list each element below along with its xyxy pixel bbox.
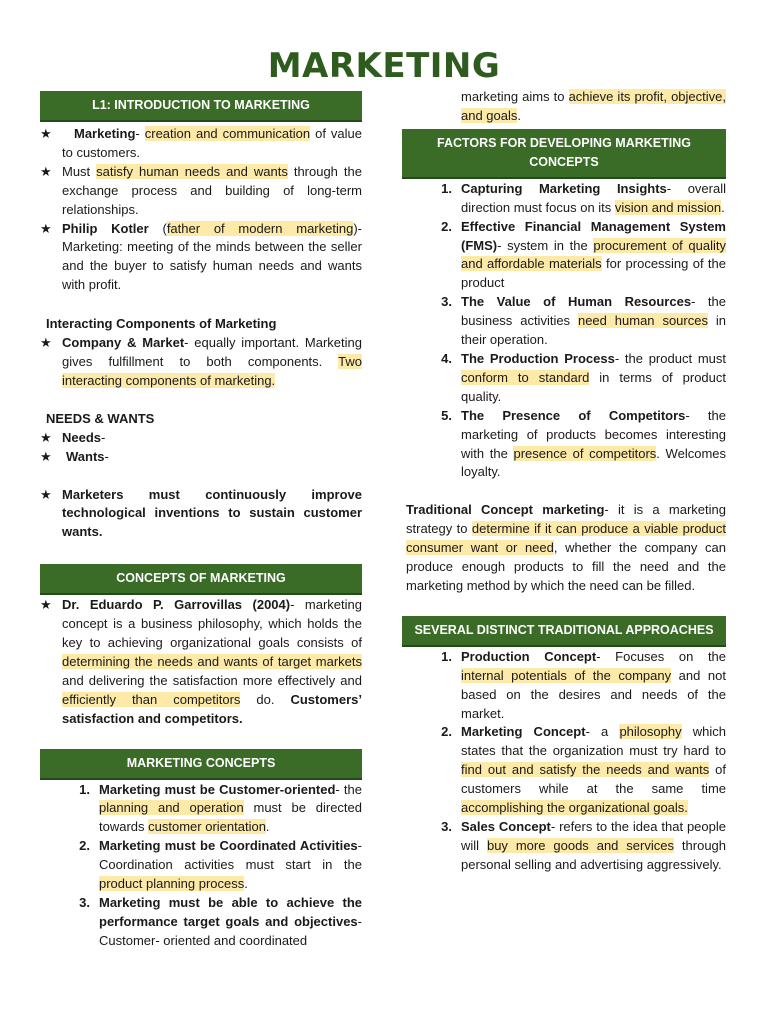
section-header-approaches: SEVERAL DISTINCT TRADITIONAL APPROACHES — [402, 616, 726, 647]
star-icon: ★ — [40, 163, 52, 179]
section-header-concepts: CONCEPTS OF MARKETING — [40, 564, 362, 595]
star-icon: ★ — [40, 220, 52, 236]
list-item: 3. Sales Concept- refers to the idea that people will buy more goods and services through personal selling and advertising aggressively. — [441, 819, 727, 872]
section-header-factors: FACTORS FOR DEVELOPING MARKETING CONCEPTS — [402, 129, 726, 179]
list-item: 1. Capturing Marketing Insights- overall direction must focus on its vision and mission. — [441, 180, 726, 215]
left-column — [40, 88, 362, 951]
list-item: ★ Marketers must continuously improve technological inventions to sustain customer wants. — [40, 486, 362, 543]
list-item: ★ Philip Kotler (father of modern marketing)- Marketing: meeting of the minds between the seller and the buyer to satisfy human needs and wants with profit. — [40, 220, 362, 296]
continuation-text: marketing aims to achieve its profit, objective, and goals. — [461, 89, 726, 123]
subheading-needs-wants: NEEDS & WANTS — [46, 410, 155, 426]
section-header-intro: L1: INTRODUCTION TO MARKETING — [40, 91, 362, 122]
list-item: 4. The Production Process- the product must conform to standard in terms of product quality. — [441, 350, 726, 404]
list-item: 2. Effective Financial Management System (FMS)- system in the procurement of quality and affordable materials for processing of the product — [441, 218, 727, 291]
list-item: 2. Marketing Concept- a philosophy which states that the organization must try hard to find out and satisfy the needs and wants of customers while at the same time accomplishing the organizational goals. — [441, 724, 726, 816]
list-item: 5. The Presence of Competitors- the marketing of products becomes interesting with the presence of competitors. Welcomes loyalty. — [441, 407, 726, 480]
list-item: 3. Marketing must be able to achieve the performance target goals and objectives- Customer- oriented and coordinated — [79, 895, 362, 948]
list-item: 1. Marketing must be Customer-oriented- the planning and operation must be directed towards customer orientation. — [79, 781, 363, 835]
list-item: ★ Marketing- creation and communication of value to customers. — [40, 125, 362, 163]
star-icon: ★ — [40, 335, 52, 351]
list-item: 3. The Value of Human Resources- the business activities need human sources in their operation. — [441, 294, 726, 348]
list-item: ★ Company & Market- equally important. Marketing gives fulfillment to both components. Two interacting components of marketing. — [40, 334, 362, 391]
list-item: 1. Production Concept- Focuses on the internal potentials of the company and not based on the desires and needs of the market. — [441, 648, 727, 721]
list-item: ★ Wants- — [40, 448, 362, 467]
star-icon: ★ — [40, 448, 52, 464]
star-icon: ★ — [40, 486, 52, 502]
star-icon: ★ — [40, 429, 52, 445]
star-icon: ★ — [40, 126, 52, 141]
list-item: ★ Must satisfy human needs and wants through the exchange process and building of long-term relationships. — [40, 163, 362, 220]
section-header-marketing-concepts: MARKETING CONCEPTS — [40, 749, 362, 780]
list-item: 2. Marketing must be Coordinated Activities- Coordination activities must start in the product planning process. — [79, 838, 362, 892]
traditional-concept-paragraph: Traditional Concept marketing- it is a marketing strategy to determine if it can produce a viable product consumer want or need, whether the company can produce enough products to fill the need and the marketing method by which the need can be filled. — [406, 502, 726, 593]
list-item: ★ Needs- — [40, 429, 362, 448]
list-item: ★ Dr. Eduardo P. Garrovillas (2004)- marketing concept is a business philosophy, which holds the key to achieving organizational goals consists of determining the needs and wants of target markets and delivering the satisfaction more effectively and efficiently than competitors do. Customers’ satisfaction and competitors. — [40, 596, 362, 728]
page-title: MARKETING — [267, 46, 501, 86]
star-icon: ★ — [40, 597, 52, 613]
subheading-interacting: Interacting Components of Marketing — [46, 316, 277, 332]
right-column — [402, 88, 726, 875]
